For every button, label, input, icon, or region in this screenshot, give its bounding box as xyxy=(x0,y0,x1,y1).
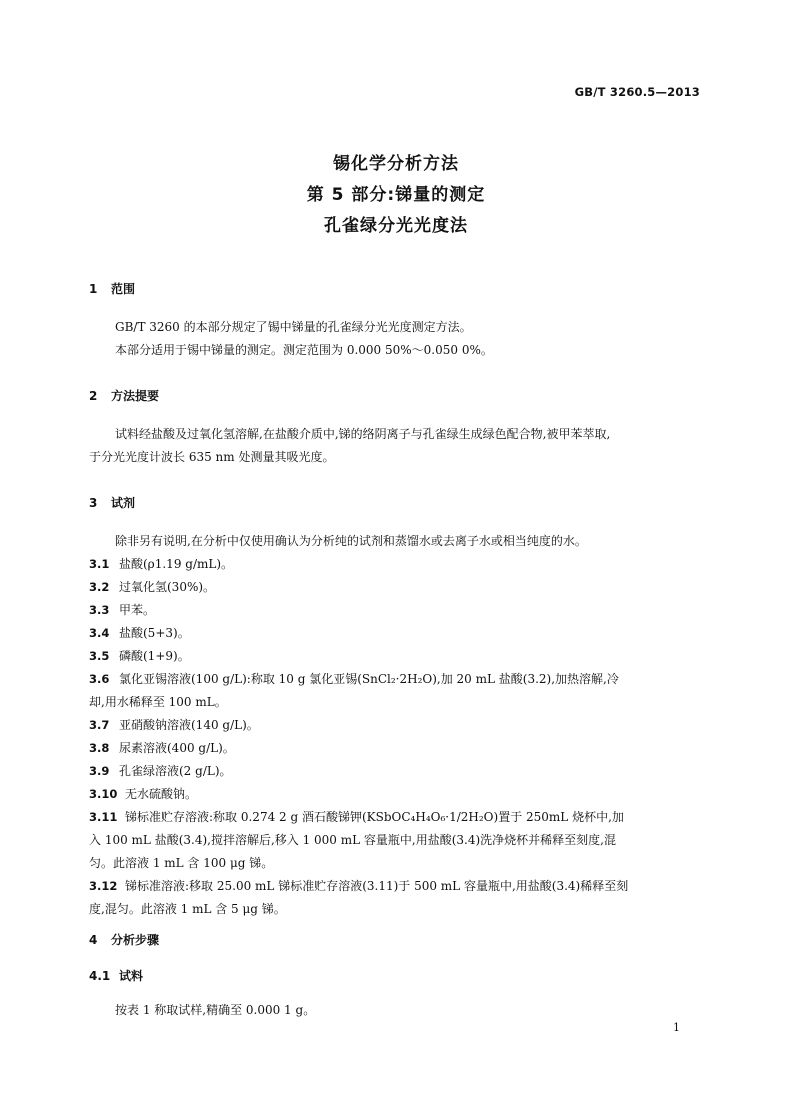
item-number: 3.8 xyxy=(89,741,110,755)
item-text: 锑标准贮存溶液:称取 0.274 2 g 酒石酸锑钾(KSbOC₄H₄O₆·1/2H₂O)置于 250mL 烧杯中,加 xyxy=(125,810,624,824)
item-number: 3.3 xyxy=(89,603,110,617)
item-text: 亚硝酸钠溶液(140 g/L)。 xyxy=(119,718,259,732)
reagent-item-continuation: 匀。此溶液 1 mL 含 100 μg 锑。 xyxy=(89,856,274,870)
reagent-item xyxy=(89,553,709,576)
item-text: 孔雀绿溶液(2 g/L)。 xyxy=(119,764,232,778)
section-title: 范围 xyxy=(111,282,136,296)
reagent-item xyxy=(89,622,709,645)
item-text: 磷酸(1+9)。 xyxy=(119,649,190,663)
subsection-4-1-text: 按表 1 称取试样,精确至 0.000 1 g。 xyxy=(115,1003,316,1017)
section-1-heading xyxy=(89,280,135,297)
item-number: 3.9 xyxy=(89,764,110,778)
reagent-item xyxy=(89,760,709,783)
section-number: 4 xyxy=(89,933,98,947)
item-number: 3.6 xyxy=(89,672,110,686)
item-text: 尿素溶液(400 g/L)。 xyxy=(119,741,235,755)
section-3-intro: 除非另有说明,在分析中仅使用确认为分析纯的试剂和蒸馏水或去离子水或相当纯度的水。 xyxy=(115,534,587,548)
title-line-3: 孔雀绿分光光度法 xyxy=(324,216,468,236)
section-2-line-2: 于分光光度计波长 635 nm 处测量其吸光度。 xyxy=(89,450,335,464)
section-number: 2 xyxy=(89,389,98,403)
reagent-item xyxy=(89,645,709,668)
item-number: 3.12 xyxy=(89,879,118,893)
reagent-item-continuation: 却,用水稀释至 100 mL。 xyxy=(89,695,227,709)
section-number: 1 xyxy=(89,282,98,296)
section-3-heading xyxy=(89,494,135,511)
item-text: 甲苯。 xyxy=(119,603,156,617)
reagent-item xyxy=(89,783,709,806)
section-1-para-1: GB/T 3260 的本部分规定了锡中锑量的孔雀绿分光光度测定方法。 xyxy=(115,320,472,334)
reagent-item-continuation: 入 100 mL 盐酸(3.4),搅拌溶解后,移入 1 000 mL 容量瓶中,用盐酸(3.4)洗净烧杯并稀释至刻度,混 xyxy=(89,833,616,847)
subsection-number: 4.1 xyxy=(89,969,111,983)
title-line-2: 第 5 部分:锑量的测定 xyxy=(306,185,486,205)
section-4-heading xyxy=(89,931,159,948)
reagent-item xyxy=(89,714,709,737)
item-number: 3.7 xyxy=(89,718,110,732)
subsection-4-1-heading xyxy=(89,967,143,984)
section-title: 分析步骤 xyxy=(111,933,160,947)
item-number: 3.10 xyxy=(89,787,118,801)
standard-code: GB/T 3260.5—2013 xyxy=(574,85,700,99)
title-line-1: 锡化学分析方法 xyxy=(333,154,459,174)
section-2-heading xyxy=(89,387,159,404)
section-number: 3 xyxy=(89,496,98,510)
reagent-item-continuation: 度,混匀。此溶液 1 mL 含 5 μg 锑。 xyxy=(89,902,286,916)
item-text: 锑标准溶液:移取 25.00 mL 锑标准贮存溶液(3.11)于 500 mL 容量瓶中,用盐酸(3.4)稀释至刻 xyxy=(125,879,629,893)
reagent-item xyxy=(89,806,709,829)
section-1-para-2: 本部分适用于锡中锑量的测定。测定范围为 0.000 50%～0.050 0%。 xyxy=(115,343,493,357)
section-2-line-1: 试料经盐酸及过氧化氢溶解,在盐酸介质中,锑的络阴离子与孔雀绿生成绿色配合物,被甲苯萃取, xyxy=(115,427,611,441)
subsection-title: 试料 xyxy=(119,969,144,983)
item-text: 无水硫酸钠。 xyxy=(125,787,198,801)
item-number: 3.5 xyxy=(89,649,110,663)
item-text: 盐酸(5+3)。 xyxy=(119,626,190,640)
reagent-item xyxy=(89,576,709,599)
item-number: 3.4 xyxy=(89,626,110,640)
reagent-item xyxy=(89,668,709,691)
item-number: 3.11 xyxy=(89,810,118,824)
item-number: 3.1 xyxy=(89,557,110,571)
item-number: 3.2 xyxy=(89,580,110,594)
item-text: 过氧化氢(30%)。 xyxy=(119,580,216,594)
section-title: 方法提要 xyxy=(111,389,160,403)
section-title: 试剂 xyxy=(111,496,136,510)
reagent-item xyxy=(89,875,709,898)
item-text: 氯化亚锡溶液(100 g/L):称取 10 g 氯化亚锡(SnCl₂·2H₂O),加 20 mL 盐酸(3.2),加热溶解,冷 xyxy=(119,672,619,686)
item-text: 盐酸(ρ1.19 g/mL)。 xyxy=(119,557,234,571)
page-number: 1 xyxy=(673,1021,680,1034)
reagent-item xyxy=(89,599,709,622)
reagent-item xyxy=(89,737,709,760)
